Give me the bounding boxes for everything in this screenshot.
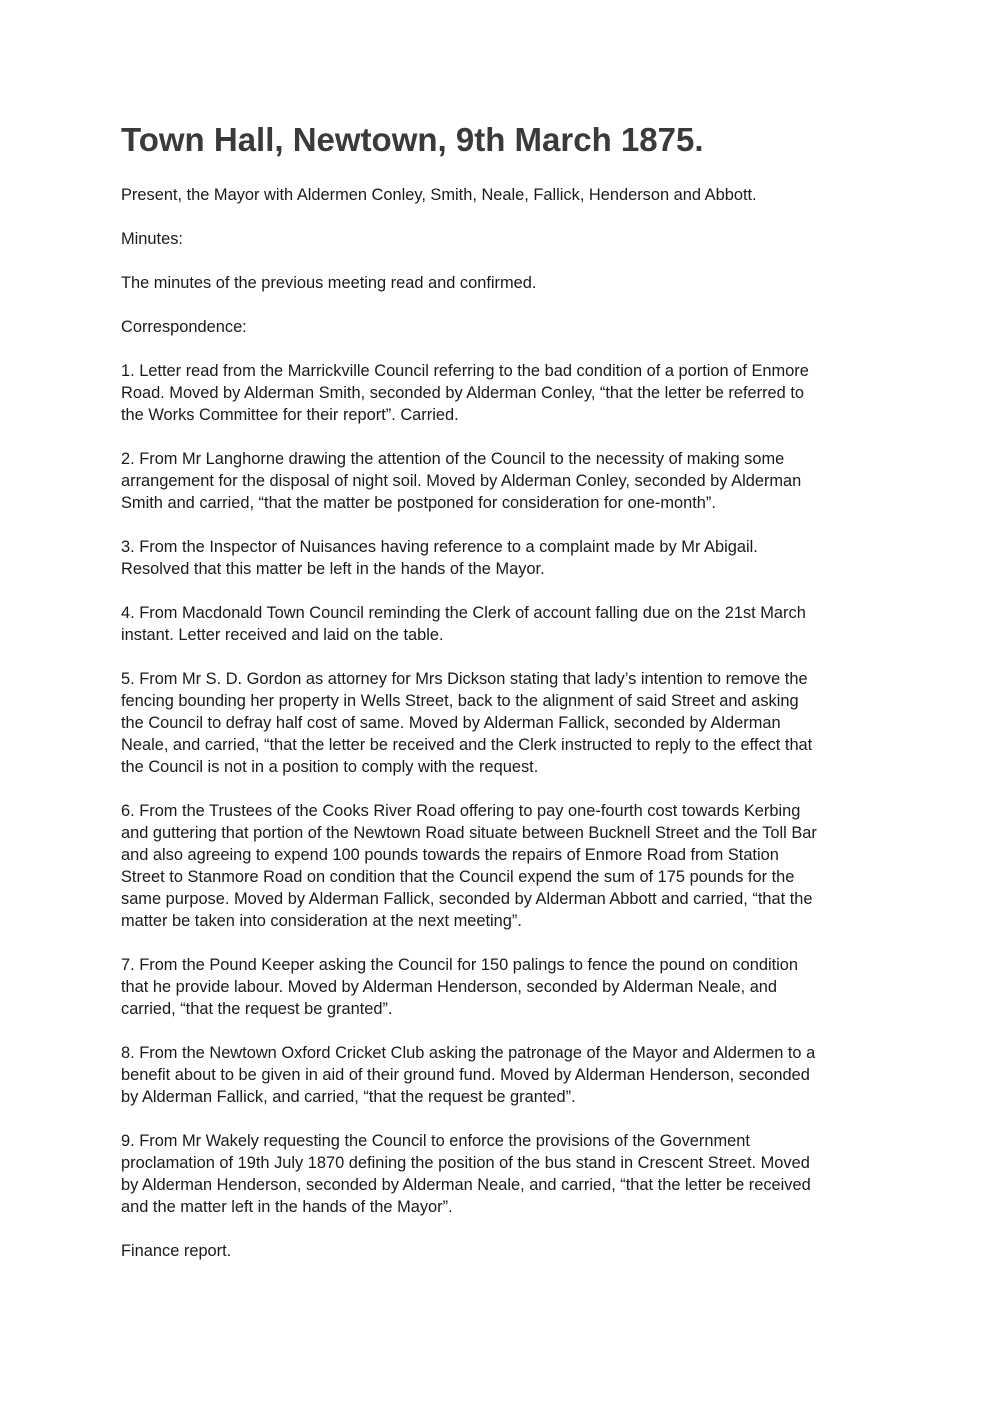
correspondence-item-line: 5. From Mr S. D. Gordon as attorney for Mrs Dickson stating that lady’s intention to remove the <box>121 670 808 688</box>
correspondence-item-line: by Alderman Henderson, seconded by Alderman Neale, and carried, “that the letter be received <box>121 1176 811 1194</box>
correspondence-item-line: fencing bounding her property in Wells Street, back to the alignment of said Street and asking <box>121 692 799 710</box>
correspondence-item-line: and also agreeing to expend 100 pounds towards the repairs of Enmore Road from Station <box>121 846 779 864</box>
correspondence-item-line: arrangement for the disposal of night soil. Moved by Alderman Conley, seconded by Alderman <box>121 472 802 490</box>
correspondence-item <box>121 800 891 932</box>
correspondence-heading: Correspondence: <box>121 318 247 336</box>
correspondence-item-line: matter be taken into consideration at the next meeting”. <box>121 912 522 930</box>
correspondence-item-line: by Alderman Fallick, and carried, “that the request be granted”. <box>121 1088 576 1106</box>
correspondence-item <box>121 1042 891 1108</box>
correspondence-item-line: Neale, and carried, “that the letter be received and the Clerk instructed to reply to the effect that <box>121 736 813 754</box>
correspondence-item-line: 7. From the Pound Keeper asking the Council for 150 palings to fence the pound on condition <box>121 956 799 974</box>
document-title: Town Hall, Newtown, 9th March 1875. <box>121 121 704 158</box>
correspondence-item-line: 2. From Mr Langhorne drawing the attention of the Council to the necessity of making some <box>121 450 785 468</box>
correspondence-item-line: the Council to defray half cost of same. Moved by Alderman Fallick, seconded by Alderman <box>121 714 781 732</box>
correspondence-item-line: Smith and carried, “that the matter be postponed for consideration for one-month”. <box>121 494 716 512</box>
correspondence-item <box>121 1130 891 1218</box>
minutes-text: The minutes of the previous meeting read and confirmed. <box>121 274 537 292</box>
correspondence-item-line: Resolved that this matter be left in the hands of the Mayor. <box>121 560 545 578</box>
correspondence-item <box>121 536 891 580</box>
correspondence-item-line: instant. Letter received and laid on the table. <box>121 626 444 644</box>
correspondence-item-line: that he provide labour. Moved by Alderman Henderson, seconded by Alderman Neale, and <box>121 978 778 996</box>
correspondence-item <box>121 602 891 646</box>
correspondence-item-line: proclamation of 19th July 1870 defining the position of the bus stand in Crescent Street. Moved <box>121 1154 810 1172</box>
correspondence-item-line: carried, “that the request be granted”. <box>121 1000 393 1018</box>
minutes-heading: Minutes: <box>121 230 183 248</box>
finance-heading: Finance report. <box>121 1242 232 1260</box>
correspondence-item-line: 3. From the Inspector of Nuisances having reference to a complaint made by Mr Abigail. <box>121 538 758 556</box>
correspondence-list <box>121 360 891 1240</box>
correspondence-item <box>121 954 891 1020</box>
correspondence-item-line: benefit about to be given in aid of their ground fund. Moved by Alderman Henderson, seconded <box>121 1066 810 1084</box>
correspondence-item-line: and the matter left in the hands of the Mayor”. <box>121 1198 453 1216</box>
attendance-paragraph: Present, the Mayor with Aldermen Conley, Smith, Neale, Fallick, Henderson and Abbott. <box>121 186 757 204</box>
correspondence-item-line: 6. From the Trustees of the Cooks River Road offering to pay one-fourth cost towards Kerbing <box>121 802 801 820</box>
correspondence-item-line: same purpose. Moved by Alderman Fallick, seconded by Alderman Abbott and carried, “that the <box>121 890 813 908</box>
correspondence-item-line: Road. Moved by Alderman Smith, seconded by Alderman Conley, “that the letter be referred to <box>121 384 805 402</box>
correspondence-item-line: the Council is not in a position to comply with the request. <box>121 758 539 776</box>
correspondence-item-line: the Works Committee for their report”. Carried. <box>121 406 459 424</box>
document-body <box>121 118 891 1262</box>
correspondence-item <box>121 448 891 514</box>
correspondence-item-line: 1. Letter read from the Marrickville Council referring to the bad condition of a portion of Enmore <box>121 362 809 380</box>
correspondence-item-line: 8. From the Newtown Oxford Cricket Club asking the patronage of the Mayor and Aldermen to a <box>121 1044 816 1062</box>
correspondence-item <box>121 668 891 778</box>
correspondence-item-line: and guttering that portion of the Newtown Road situate between Bucknell Street and the Toll Bar <box>121 824 817 842</box>
correspondence-item-line: Street to Stanmore Road on condition that the Council expend the sum of 175 pounds for the <box>121 868 795 886</box>
correspondence-item <box>121 360 891 426</box>
correspondence-item-line: 4. From Macdonald Town Council reminding the Clerk of account falling due on the 21st March <box>121 604 806 622</box>
correspondence-item-line: 9. From Mr Wakely requesting the Council to enforce the provisions of the Government <box>121 1132 750 1150</box>
